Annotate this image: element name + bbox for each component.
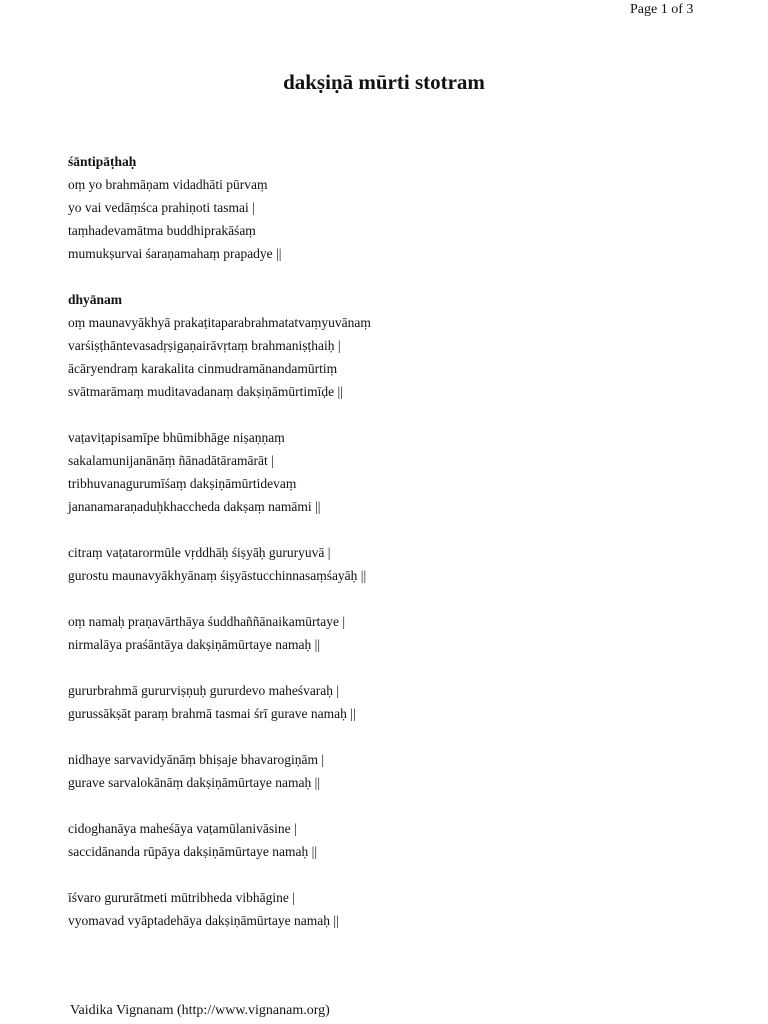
verse-line: gurave sarvalokānāṃ dakṣiṇāmūrtaye namaḥ || <box>68 775 321 790</box>
verse-line: vaṭaviṭapisamīpe bhūmibhāge niṣaṇṇaṃ <box>68 430 285 445</box>
verse-line: sakalamunijanānāṃ ñānadātāramārāt | <box>68 453 274 468</box>
verse-line: citraṃ vaṭatarormūle vṛddhāḥ śiṣyāḥ gururyuvā | <box>68 545 331 560</box>
verse-line: gururbrahmā gururviṣṇuḥ gururdevo maheśvaraḥ | <box>68 683 340 698</box>
verse-line: mumukṣurvai śaraṇamahaṃ prapadye || <box>68 246 282 261</box>
verse-line: cidoghanāya maheśāya vaṭamūlanivāsine | <box>68 821 297 836</box>
verse-stanza <box>68 817 708 863</box>
section-heading: dhyānam <box>68 292 123 307</box>
verse-line: tribhuvanagurumīśaṃ dakṣiṇāmūrtidevaṃ <box>68 476 297 491</box>
verse-stanza <box>68 886 708 932</box>
verse-line: yo vai vedāṃśca prahiṇoti tasmai | <box>68 200 255 215</box>
verse-line: oṃ maunavyākhyā prakaṭitaparabrahmatatvaṃyuvānaṃ <box>68 315 371 330</box>
verse-line: varśiṣṭhāntevasadṛṣigaṇairāvṛtaṃ brahmaniṣṭhaiḥ | <box>68 338 341 353</box>
verse-line: nirmalāya praśāntāya dakṣiṇāmūrtaye namaḥ || <box>68 637 321 652</box>
verse-stanza <box>68 541 708 587</box>
page-number: Page 1 of 3 <box>630 2 694 17</box>
verse-line: taṃhadevamātma buddhiprakāśaṃ <box>68 223 256 238</box>
verse-line: īśvaro gururātmeti mūtribheda vibhāgine | <box>68 890 295 905</box>
verse-line: nidhaye sarvavidyānāṃ bhiṣaje bhavarogiṇām | <box>68 752 325 767</box>
verse-line: gurostu maunavyākhyānaṃ śiṣyāstucchinnasaṃśayāḥ || <box>68 568 367 583</box>
verse-line: jananamaraṇaduḥkhaccheda dakṣaṃ namāmi || <box>68 499 321 514</box>
verse-line: ācāryendraṃ karakalita cinmudramānandamūrtiṃ <box>68 361 338 376</box>
verse-stanza <box>68 679 708 725</box>
document-title: dakṣiṇā mūrti stotram <box>283 70 485 94</box>
document-body <box>68 150 708 932</box>
verse-stanza <box>68 610 708 656</box>
verse-stanza <box>68 426 708 518</box>
footer-source: Vaidika Vignanam (http://www.vignanam.org) <box>70 1003 330 1018</box>
verse-line: vyomavad vyāptadehāya dakṣiṇāmūrtaye namaḥ || <box>68 913 339 928</box>
section-shantipatha <box>68 150 708 265</box>
verse-line: svātmarāmaṃ muditavadanaṃ dakṣiṇāmūrtimīḍe || <box>68 384 343 399</box>
verse-line: gurussākṣāt paraṃ brahmā tasmai śrī gurave namaḥ || <box>68 706 356 721</box>
verse-line: saccidānanda rūpāya dakṣiṇāmūrtaye namaḥ || <box>68 844 318 859</box>
verse-line: oṃ yo brahmāṇam vidadhāti pūrvaṃ <box>68 177 268 192</box>
verse-stanza <box>68 748 708 794</box>
section-heading: śāntipāṭhaḥ <box>68 154 137 169</box>
section-dhyanam <box>68 288 708 403</box>
verse-line: oṃ namaḥ praṇavārthāya śuddhaññānaikamūrtaye | <box>68 614 346 629</box>
